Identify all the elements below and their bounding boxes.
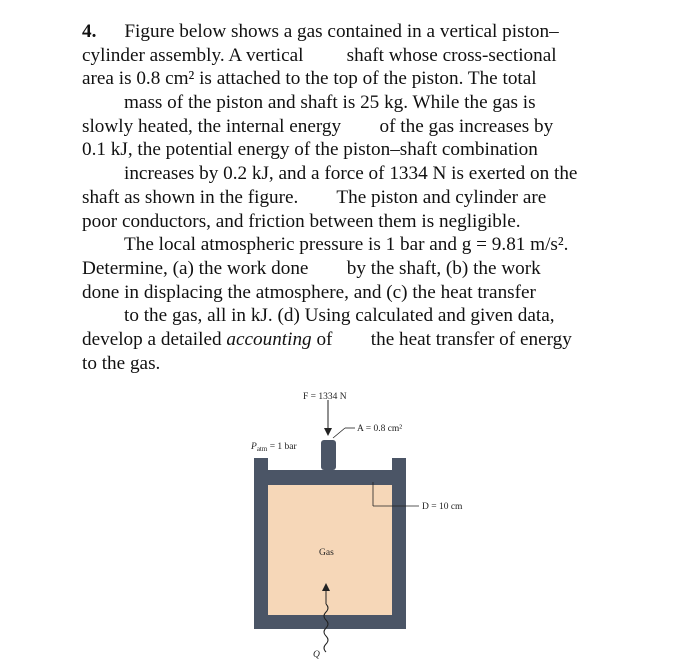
problem-line-15: to the gas. <box>82 352 161 374</box>
cylinder-right-wall <box>392 458 406 629</box>
piston-cylinder-figure <box>245 392 485 668</box>
problem-line-9: poor conductors, and friction between them is negligible. <box>82 210 521 232</box>
area-label: A = 0.8 cm² <box>357 424 403 434</box>
problem-line-11: Determine, (a) the work done by the shaft, (b) the work <box>82 257 541 279</box>
problem-line-12: done in displacing the atmosphere, and (c) the heat transfer <box>82 281 536 303</box>
area-leader-line <box>333 428 345 438</box>
problem-line-1: 4. Figure below shows a gas contained in a vertical piston– <box>82 21 559 42</box>
accounting-italic: accounting <box>226 328 312 350</box>
cylinder-bottom <box>254 615 406 629</box>
piston-cylinder-diagram <box>245 392 485 668</box>
problem-line-8: shaft as shown in the figure. The piston and cylinder are <box>82 186 547 208</box>
force-label: F = 1334 N <box>303 392 347 402</box>
patm-label: $P_{atm} = 1$ bar <box>251 442 297 453</box>
problem-line-5: slowly heated, the internal energy of the gas increases by <box>82 115 554 137</box>
problem-line-14: develop a detailed accounting of the heat transfer of energy <box>82 328 572 350</box>
problem-line-3: area is 0.8 cm² is attached to the top of the piston. The total <box>82 68 537 90</box>
problem-line-10: The local atmospheric pressure is 1 bar and g = 9.81 m/s². <box>124 234 569 256</box>
heat-label: Q <box>313 650 320 660</box>
problem-line-13: to the gas, all in kJ. (d) Using calculated and given data, <box>124 305 555 327</box>
problem-number: 4. <box>82 21 97 42</box>
cylinder-left-wall <box>254 458 268 629</box>
problem-line-4: mass of the piston and shaft is 25 kg. While the gas is <box>124 92 536 114</box>
problem-text <box>82 20 622 375</box>
problem-line-6: 0.1 kJ, the potential energy of the piston–shaft combination <box>82 139 538 161</box>
shaft <box>321 440 336 470</box>
problem-line-7: increases by 0.2 kJ, and a force of 1334 N is exerted on the <box>124 163 578 185</box>
problem-line-2: cylinder assembly. A vertical shaft whose cross-sectional <box>82 44 557 66</box>
diameter-label: D = 10 cm <box>422 502 463 512</box>
gas-label: Gas <box>319 548 334 558</box>
force-arrowhead <box>324 428 332 436</box>
